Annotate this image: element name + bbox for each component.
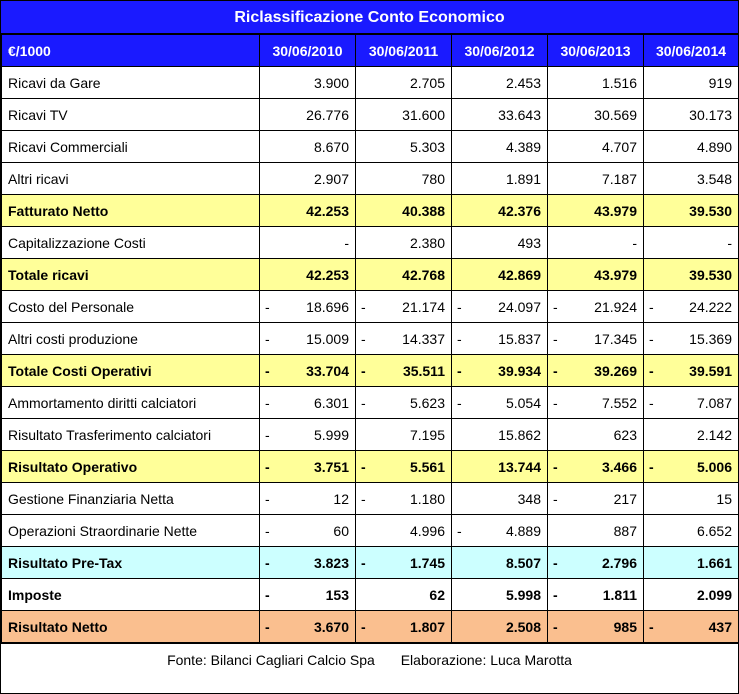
row-label: Costo del Personale [2,291,260,323]
negative-sign: - [457,299,462,315]
value-cell [644,195,739,227]
cell-value: 42.869 [498,266,541,283]
table-row [2,515,739,547]
value-cell [452,387,548,419]
cell-value: 18.696 [306,298,349,315]
income-statement-table [1,34,739,643]
cell-value: 7.087 [696,394,732,411]
value-cell [356,227,452,259]
cell-value: 2.099 [696,586,732,603]
cell-value: 3.466 [601,458,637,475]
cell-value: 42.253 [306,202,349,219]
value-cell [548,67,644,99]
value-cell [548,99,644,131]
cell-value: 2.508 [505,618,541,635]
cell-value: 1.745 [409,554,445,571]
value-cell [644,579,739,611]
negative-sign: - [553,619,558,635]
row-label: Fatturato Netto [2,195,260,227]
value-cell [548,611,644,643]
year-header: 30/06/2011 [356,35,452,67]
value-cell [356,259,452,291]
row-label: Totale ricavi [2,259,260,291]
value-cell [644,99,739,131]
row-label: Imposte [2,579,260,611]
value-cell [548,579,644,611]
value-cell [356,419,452,451]
cell-value: 5.623 [409,394,445,411]
cell-value: 1.811 [602,586,637,603]
value-cell [644,355,739,387]
value-cell [260,259,356,291]
cell-value: 1.661 [696,554,732,571]
row-label: Risultato Operativo [2,451,260,483]
cell-value: 2.142 [696,426,732,443]
cell-value: 21.924 [594,298,637,315]
value-cell [260,99,356,131]
negative-sign: - [361,363,366,379]
value-cell [548,131,644,163]
cell-value: 5.998 [505,586,541,603]
table-row [2,323,739,355]
table-row [2,355,739,387]
table-row [2,387,739,419]
table-title: Riclassificazione Conto Economico [1,1,738,34]
cell-value: 30.569 [594,106,637,123]
negative-sign: - [553,299,558,315]
value-cell [260,611,356,643]
cell-value: 623 [613,426,637,443]
value-cell [548,419,644,451]
value-cell [644,483,739,515]
source-note: Fonte: Bilanci Cagliari Calcio Spa [167,652,375,668]
cell-value: 31.600 [402,106,445,123]
cell-value: 15.837 [498,330,541,347]
table-body [2,67,739,643]
value-cell [260,547,356,579]
cell-value: 4.889 [505,522,541,539]
value-cell [452,355,548,387]
cell-value: - [344,234,349,251]
value-cell [260,323,356,355]
cell-value: 3.823 [313,554,349,571]
negative-sign: - [457,331,462,347]
cell-value: 1.180 [409,490,445,507]
value-cell [452,195,548,227]
negative-sign: - [457,523,462,539]
negative-sign: - [361,299,366,315]
negative-sign: - [553,491,558,507]
cell-value: 7.552 [601,394,637,411]
row-label: Altri ricavi [2,163,260,195]
table-row [2,67,739,99]
cell-value: 43.979 [594,202,637,219]
cell-value: 14.337 [402,330,445,347]
cell-value: 42.768 [402,266,445,283]
value-cell [644,451,739,483]
negative-sign: - [265,363,270,379]
value-cell [644,323,739,355]
value-cell [644,227,739,259]
value-cell [452,323,548,355]
table-row [2,131,739,163]
negative-sign: - [265,427,270,443]
row-label: Altri costi produzione [2,323,260,355]
cell-value: 3.670 [313,618,349,635]
negative-sign: - [553,555,558,571]
value-cell [260,579,356,611]
cell-value: 4.707 [601,138,637,155]
value-cell [548,291,644,323]
value-cell [452,515,548,547]
cell-value: 348 [517,490,541,507]
negative-sign: - [361,619,366,635]
value-cell [452,611,548,643]
cell-value: 5.054 [505,394,541,411]
cell-value: 1.891 [505,170,541,187]
value-cell [356,611,452,643]
header-row [2,35,739,67]
cell-value: 5.999 [313,426,349,443]
negative-sign: - [361,555,366,571]
cell-value: 5.561 [409,458,445,475]
row-label: Ammortamento diritti calciatori [2,387,260,419]
negative-sign: - [649,459,654,475]
cell-value: 2.907 [313,170,349,187]
negative-sign: - [265,459,270,475]
negative-sign: - [649,363,654,379]
negative-sign: - [265,523,270,539]
negative-sign: - [553,587,558,603]
value-cell [644,291,739,323]
cell-value: 33.704 [306,362,349,379]
cell-value: 919 [708,74,732,91]
cell-value: 3.900 [313,74,349,91]
cell-value: 887 [613,522,637,539]
negative-sign: - [553,395,558,411]
cell-value: 437 [708,618,732,635]
row-label: Totale Costi Operativi [2,355,260,387]
cell-value: 217 [613,490,637,507]
cell-value: 42.253 [306,266,349,283]
row-label: Operazioni Straordinarie Nette [2,515,260,547]
cell-value: 39.934 [498,362,541,379]
value-cell [260,387,356,419]
cell-value: 4.389 [505,138,541,155]
table-row [2,579,739,611]
cell-value: 6.652 [696,522,732,539]
cell-value: 5.303 [409,138,445,155]
cell-value: 60 [333,522,349,539]
value-cell [356,451,452,483]
value-cell [548,227,644,259]
row-label: Risultato Netto [2,611,260,643]
negative-sign: - [457,363,462,379]
year-header: 30/06/2012 [452,35,548,67]
negative-sign: - [265,491,270,507]
cell-value: 39.591 [689,362,732,379]
cell-value: 1.516 [601,74,637,91]
value-cell [356,547,452,579]
cell-value: 2.796 [601,554,637,571]
value-cell [548,163,644,195]
cell-value: 8.670 [313,138,349,155]
value-cell [644,67,739,99]
value-cell [644,515,739,547]
table-row [2,547,739,579]
value-cell [452,259,548,291]
year-header: 30/06/2013 [548,35,644,67]
value-cell [452,419,548,451]
cell-value: 15 [716,490,732,507]
year-header: 30/06/2014 [644,35,739,67]
row-label: Ricavi da Gare [2,67,260,99]
value-cell [644,259,739,291]
value-cell [356,163,452,195]
value-cell [452,483,548,515]
cell-value: 2.453 [505,74,541,91]
row-label: Risultato Pre-Tax [2,547,260,579]
negative-sign: - [265,299,270,315]
value-cell [356,387,452,419]
cell-value: 26.776 [306,106,349,123]
negative-sign: - [553,331,558,347]
cell-value: 153 [325,586,349,603]
cell-value: 4.996 [409,522,445,539]
value-cell [260,131,356,163]
value-cell [452,451,548,483]
negative-sign: - [649,331,654,347]
value-cell [260,291,356,323]
cell-value: 62 [429,586,445,603]
value-cell [356,99,452,131]
footer-note [1,643,738,676]
row-label: Capitalizzazione Costi [2,227,260,259]
negative-sign: - [649,395,654,411]
cell-value: 30.173 [689,106,732,123]
value-cell [644,387,739,419]
value-cell [452,227,548,259]
cell-value: 8.507 [505,554,541,571]
value-cell [548,323,644,355]
negative-sign: - [553,459,558,475]
table-row [2,99,739,131]
value-cell [356,291,452,323]
value-cell [452,67,548,99]
cell-value: 21.174 [402,298,445,315]
unit-header: €/1000 [2,35,260,67]
value-cell [356,579,452,611]
value-cell [260,195,356,227]
cell-value: 33.643 [498,106,541,123]
negative-sign: - [361,491,366,507]
table-row [2,163,739,195]
value-cell [452,579,548,611]
value-cell [548,515,644,547]
cell-value: 780 [421,170,445,187]
cell-value: 40.388 [402,202,445,219]
value-cell [260,163,356,195]
row-label: Ricavi TV [2,99,260,131]
cell-value: 43.979 [594,266,637,283]
author-note: Elaborazione: Luca Marotta [400,652,572,668]
table-row [2,195,739,227]
cell-value: 24.222 [689,298,732,315]
cell-value: 2.705 [409,74,445,91]
value-cell [548,387,644,419]
value-cell [548,355,644,387]
value-cell [356,323,452,355]
cell-value: 3.548 [696,170,732,187]
negative-sign: - [265,331,270,347]
value-cell [452,547,548,579]
cell-value: 15.009 [306,330,349,347]
value-cell [644,131,739,163]
row-label: Gestione Finanziaria Netta [2,483,260,515]
value-cell [452,163,548,195]
cell-value: 7.195 [409,426,445,443]
value-cell [260,355,356,387]
cell-value: 15.369 [689,330,732,347]
cell-value: 39.269 [594,362,637,379]
value-cell [548,451,644,483]
negative-sign: - [265,587,270,603]
value-cell [356,131,452,163]
cell-value: 13.744 [498,458,541,475]
table-row [2,259,739,291]
value-cell [356,355,452,387]
negative-sign: - [265,395,270,411]
cell-value: 42.376 [498,202,541,219]
value-cell [452,131,548,163]
cell-value: - [727,234,732,251]
negative-sign: - [265,555,270,571]
cell-value: 17.345 [594,330,637,347]
cell-value: 493 [517,234,541,251]
negative-sign: - [457,395,462,411]
cell-value: 15.862 [498,426,541,443]
cell-value: 1.807 [409,618,445,635]
value-cell [548,195,644,227]
negative-sign: - [361,331,366,347]
cell-value: 3.751 [313,458,349,475]
cell-value: 4.890 [696,138,732,155]
negative-sign: - [649,619,654,635]
value-cell [644,163,739,195]
value-cell [548,547,644,579]
table-row [2,451,739,483]
value-cell [260,483,356,515]
value-cell [356,195,452,227]
negative-sign: - [649,299,654,315]
cell-value: 39.530 [689,202,732,219]
cell-value: - [632,234,637,251]
value-cell [452,99,548,131]
cell-value: 985 [613,618,637,635]
cell-value: 2.380 [409,234,445,251]
value-cell [260,419,356,451]
value-cell [260,515,356,547]
value-cell [452,291,548,323]
cell-value: 6.301 [313,394,349,411]
table-row [2,419,739,451]
negative-sign: - [265,619,270,635]
table-row [2,291,739,323]
value-cell [356,515,452,547]
cell-value: 7.187 [601,170,637,187]
value-cell [356,67,452,99]
cell-value: 5.006 [696,458,732,475]
cell-value: 12 [333,490,349,507]
value-cell [260,227,356,259]
table-row [2,611,739,643]
value-cell [356,483,452,515]
year-header: 30/06/2010 [260,35,356,67]
cell-value: 24.097 [498,298,541,315]
row-label: Risultato Trasferimento calciatori [2,419,260,451]
row-label: Ricavi Commerciali [2,131,260,163]
value-cell [644,547,739,579]
value-cell [644,419,739,451]
table-row [2,227,739,259]
value-cell [548,483,644,515]
negative-sign: - [553,363,558,379]
value-cell [260,451,356,483]
table-row [2,483,739,515]
cell-value: 35.511 [402,362,445,379]
value-cell [644,611,739,643]
negative-sign: - [361,395,366,411]
negative-sign: - [361,459,366,475]
value-cell [548,259,644,291]
cell-value: 39.530 [689,266,732,283]
value-cell [260,67,356,99]
